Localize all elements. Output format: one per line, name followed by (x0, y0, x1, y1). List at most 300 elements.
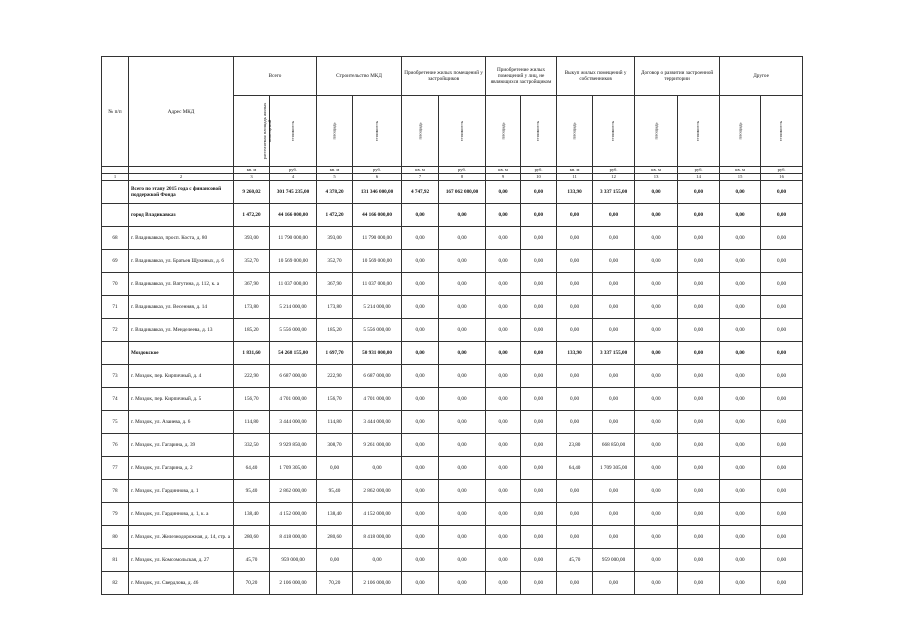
row-value: 6 687 000,00 (270, 365, 317, 388)
row-value: 0,00 (439, 549, 486, 572)
table-row (102, 319, 803, 342)
row-value: 0,00 (678, 503, 720, 526)
row-value: 0,00 (635, 365, 678, 388)
row-number: 70 (102, 273, 129, 296)
row-value: 0,00 (635, 273, 678, 296)
row-value: 0,00 (635, 342, 678, 365)
row-value: 5 556 000,00 (353, 319, 402, 342)
col-number: 3 (234, 174, 270, 181)
row-value: 280,60 (317, 526, 353, 549)
row-address: г. Моздок, пер. Кирпичный, д. 4 (129, 365, 234, 388)
row-value: 0,00 (486, 319, 521, 342)
col-number: 6 (353, 174, 402, 181)
header-sub-cost: стоимость (678, 96, 720, 167)
row-value: 0,00 (720, 296, 761, 319)
row-value: 0,00 (761, 181, 803, 204)
row-value: 4 378,20 (317, 181, 353, 204)
col-number: 4 (270, 174, 317, 181)
row-value: 0,00 (486, 342, 521, 365)
row-value: 0,00 (486, 434, 521, 457)
row-value: 185,20 (234, 319, 270, 342)
row-number: 78 (102, 480, 129, 503)
row-value: 367,90 (234, 273, 270, 296)
table-row (102, 411, 803, 434)
row-value: 70,20 (317, 572, 353, 595)
row-value: 0,00 (593, 411, 635, 434)
row-value: 1 709 305,00 (270, 457, 317, 480)
row-value: 0,00 (635, 250, 678, 273)
row-value: 0,00 (720, 227, 761, 250)
row-value: 0,00 (557, 411, 593, 434)
row-address: г. Моздок, ул. Комсомольская, д. 27 (129, 549, 234, 572)
col-number: 12 (593, 174, 635, 181)
row-value: 0,00 (402, 227, 439, 250)
row-value: 0,00 (521, 526, 557, 549)
row-value: 0,00 (635, 411, 678, 434)
row-value: 0,00 (678, 342, 720, 365)
row-value: 0,00 (557, 503, 593, 526)
row-value: 2 862 000,00 (353, 480, 402, 503)
row-value: 0,00 (720, 388, 761, 411)
row-value: 0,00 (439, 296, 486, 319)
row-value: 4 701 000,00 (353, 388, 402, 411)
row-value: 0,00 (486, 503, 521, 526)
row-value: 332,50 (234, 434, 270, 457)
row-value: 0,00 (439, 250, 486, 273)
row-value: 0,00 (402, 342, 439, 365)
row-value: 1 709 305,00 (593, 457, 635, 480)
row-value: 0,00 (439, 227, 486, 250)
row-value: 6 687 000,00 (353, 365, 402, 388)
row-address: г. Моздок, пер. Кирпичный, д. 5 (129, 388, 234, 411)
row-value: 0,00 (557, 319, 593, 342)
row-value: 9 929 850,00 (270, 434, 317, 457)
row-value: 0,00 (439, 388, 486, 411)
row-value: 0,00 (402, 457, 439, 480)
row-value: 0,00 (557, 388, 593, 411)
row-value: 3 444 000,00 (270, 411, 317, 434)
unit-cell: руб. (270, 167, 317, 174)
row-value: 0,00 (593, 319, 635, 342)
row-value: 0,00 (521, 319, 557, 342)
row-value: 0,00 (402, 204, 439, 227)
row-value: 0,00 (402, 273, 439, 296)
unit-cell: руб. (678, 167, 720, 174)
row-value: 0,00 (720, 319, 761, 342)
header-group-development: Договор о развитии застроенной территории (635, 57, 720, 96)
row-value: 0,00 (635, 457, 678, 480)
row-value: 0,00 (439, 365, 486, 388)
row-value: 0,00 (593, 296, 635, 319)
row-value: 0,00 (678, 273, 720, 296)
row-number: 71 (102, 296, 129, 319)
row-value: 0,00 (521, 273, 557, 296)
col-number: 8 (439, 174, 486, 181)
row-value: 222,90 (317, 365, 353, 388)
row-value: 3 337 155,00 (593, 181, 635, 204)
row-value: 0,00 (720, 572, 761, 595)
row-value: 0,00 (439, 342, 486, 365)
row-address: Всего по этапу 2015 года с финансовой поддержкой Фонда (129, 181, 234, 204)
row-value: 167 062 080,00 (439, 181, 486, 204)
header-sub-area-total: расселяемая площадь жилых помещений (234, 96, 270, 167)
row-number: 81 (102, 549, 129, 572)
col-number: 14 (678, 174, 720, 181)
row-value: 0,00 (678, 572, 720, 595)
row-value: 0,00 (521, 204, 557, 227)
row-value: 0,00 (720, 273, 761, 296)
table-row (102, 181, 803, 204)
row-value: 2 106 000,00 (270, 572, 317, 595)
row-value: 0,00 (521, 365, 557, 388)
row-value: 0,00 (557, 227, 593, 250)
row-address: г. Моздок, ул. Свердлова, д. 46 (129, 572, 234, 595)
header-sub-cost: стоимость (521, 96, 557, 167)
row-value: 0,00 (593, 503, 635, 526)
row-value: 0,00 (486, 296, 521, 319)
row-value: 0,00 (521, 503, 557, 526)
row-value: 114,80 (234, 411, 270, 434)
row-number: 68 (102, 227, 129, 250)
row-value: 11 037 000,00 (353, 273, 402, 296)
row-value: 0,00 (593, 227, 635, 250)
row-value: 156,70 (317, 388, 353, 411)
row-value: 0,00 (439, 411, 486, 434)
row-value: 1 697,70 (317, 342, 353, 365)
row-number: 69 (102, 250, 129, 273)
row-value: 4 152 000,00 (270, 503, 317, 526)
row-value: 0,00 (402, 480, 439, 503)
table-row (102, 227, 803, 250)
row-value: 0,00 (678, 457, 720, 480)
header-address: Адрес МКД (129, 57, 234, 167)
header-sub-cost-total: стоимость (270, 96, 317, 167)
row-value: 0,00 (521, 388, 557, 411)
row-value: 0,00 (720, 342, 761, 365)
row-number: 80 (102, 526, 129, 549)
row-number: 77 (102, 457, 129, 480)
col-number: 13 (635, 174, 678, 181)
row-value: 0,00 (761, 434, 803, 457)
row-value: 0,00 (720, 181, 761, 204)
row-value: 0,00 (486, 181, 521, 204)
header-group-buyout: Выкуп жилых помещений у собственников (557, 57, 635, 96)
col-number: 2 (129, 174, 234, 181)
row-value: 0,00 (439, 457, 486, 480)
row-number: 76 (102, 434, 129, 457)
row-number: 79 (102, 503, 129, 526)
row-value: 0,00 (317, 457, 353, 480)
row-value: 0,00 (635, 549, 678, 572)
units-row (102, 167, 803, 174)
row-value: 0,00 (720, 526, 761, 549)
row-value: 3 444 000,00 (353, 411, 402, 434)
table-row (102, 503, 803, 526)
row-value: 0,00 (761, 227, 803, 250)
table-row (102, 296, 803, 319)
row-value: 0,00 (557, 273, 593, 296)
unit-cell: кв. м (234, 167, 270, 174)
row-address: г. Владикавказ, ул. Братьев Щукиных, д. 6 (129, 250, 234, 273)
row-value: 0,00 (486, 227, 521, 250)
row-value: 0,00 (761, 204, 803, 227)
row-value: 0,00 (761, 342, 803, 365)
table-row (102, 273, 803, 296)
row-value: 64,40 (234, 457, 270, 480)
row-value: 0,00 (486, 250, 521, 273)
header-sub-cost: стоимость (353, 96, 402, 167)
row-value: 133,90 (557, 181, 593, 204)
row-value: 0,00 (761, 388, 803, 411)
row-value: 0,00 (486, 204, 521, 227)
row-value: 0,00 (678, 480, 720, 503)
unit-cell: руб. (521, 167, 557, 174)
row-value: 11 037 000,00 (270, 273, 317, 296)
row-address: город Владикавказ (129, 204, 234, 227)
row-value: 0,00 (439, 319, 486, 342)
row-address: г. Моздок, ул. Гардиннова, д. 1, к. а (129, 503, 234, 526)
row-value: 0,00 (557, 250, 593, 273)
row-number (102, 181, 129, 204)
table-row (102, 388, 803, 411)
row-value: 0,00 (678, 181, 720, 204)
row-value: 4 701 000,00 (270, 388, 317, 411)
unit-cell: кв. м (720, 167, 761, 174)
row-value: 0,00 (678, 434, 720, 457)
row-value: 173,80 (317, 296, 353, 319)
row-value: 0,00 (402, 549, 439, 572)
row-value: 0,00 (593, 388, 635, 411)
row-value: 0,00 (439, 434, 486, 457)
unit-cell: кв. м (635, 167, 678, 174)
unit-cell: руб. (439, 167, 486, 174)
row-value: 367,90 (317, 273, 353, 296)
column-numbers-row (102, 174, 803, 181)
row-value: 0,00 (402, 250, 439, 273)
table-row (102, 204, 803, 227)
row-value: 0,00 (761, 572, 803, 595)
row-value: 138,40 (317, 503, 353, 526)
row-value: 0,00 (761, 273, 803, 296)
row-value: 0,00 (678, 388, 720, 411)
row-value: 45,70 (557, 549, 593, 572)
row-value: 0,00 (635, 572, 678, 595)
table-row (102, 342, 803, 365)
row-value: 114,80 (317, 411, 353, 434)
row-number: 82 (102, 572, 129, 595)
row-value: 54 268 155,00 (270, 342, 317, 365)
row-value: 0,00 (635, 434, 678, 457)
row-value: 0,00 (761, 526, 803, 549)
row-value: 393,00 (317, 227, 353, 250)
row-address: г. Моздок, ул. Гагарина, д. 2 (129, 457, 234, 480)
row-address: г. Моздок, ул. Азаиева, д. 6 (129, 411, 234, 434)
row-value: 0,00 (678, 250, 720, 273)
row-value: 64,40 (557, 457, 593, 480)
table-row (102, 549, 803, 572)
row-value: 0,00 (521, 457, 557, 480)
row-value: 0,00 (720, 434, 761, 457)
header-sub-cost: стоимость (593, 96, 635, 167)
row-value: 0,00 (557, 204, 593, 227)
row-number: 73 (102, 365, 129, 388)
header-sub-cost: стоимость (761, 96, 803, 167)
row-value: 95,40 (317, 480, 353, 503)
table-row (102, 526, 803, 549)
row-value: 668 850,00 (593, 434, 635, 457)
row-value: 0,00 (761, 457, 803, 480)
row-value: 0,00 (720, 365, 761, 388)
row-value: 0,00 (678, 204, 720, 227)
row-value: 11 790 000,00 (353, 227, 402, 250)
row-value: 0,00 (720, 411, 761, 434)
row-value: 0,00 (439, 503, 486, 526)
unit-cell: кв. м (486, 167, 521, 174)
row-value: 0,00 (635, 480, 678, 503)
row-value: 185,20 (317, 319, 353, 342)
row-value: 8 418 000,00 (270, 526, 317, 549)
unit-cell: кв. м (317, 167, 353, 174)
row-value: 23,80 (557, 434, 593, 457)
unit-cell: руб. (353, 167, 402, 174)
row-value: 0,00 (635, 319, 678, 342)
row-value: 0,00 (402, 526, 439, 549)
row-value: 0,00 (486, 480, 521, 503)
row-value: 0,00 (486, 457, 521, 480)
row-value: 0,00 (635, 181, 678, 204)
row-value: 0,00 (720, 457, 761, 480)
row-value: 9 261 000,00 (353, 434, 402, 457)
table-row (102, 480, 803, 503)
row-value: 0,00 (402, 296, 439, 319)
row-value: 138,40 (234, 503, 270, 526)
row-value: 0,00 (635, 204, 678, 227)
row-value: 0,00 (486, 273, 521, 296)
row-value: 8 418 000,00 (353, 526, 402, 549)
row-value: 280,60 (234, 526, 270, 549)
header-group-developer: Приобретение жилых помещений у застройщиков (402, 57, 486, 96)
row-value: 1 472,20 (234, 204, 270, 227)
row-value: 0,00 (678, 526, 720, 549)
header-group-total: Всего (234, 57, 317, 96)
row-value: 0,00 (761, 319, 803, 342)
row-value: 0,00 (678, 365, 720, 388)
col-number: 15 (720, 174, 761, 181)
row-value: 0,00 (521, 250, 557, 273)
resettlement-table (101, 56, 803, 595)
table-row (102, 434, 803, 457)
row-value: 1 472,20 (317, 204, 353, 227)
row-value: 301 745 235,00 (270, 181, 317, 204)
header-sub-area: площадь (557, 96, 593, 167)
row-value: 0,00 (521, 480, 557, 503)
row-address: г. Моздок, ул. Железнодорожная, д. 14, стр. а (129, 526, 234, 549)
header-sub-area: площадь (635, 96, 678, 167)
row-value: 0,00 (720, 549, 761, 572)
row-value: 70,20 (234, 572, 270, 595)
row-value: 173,80 (234, 296, 270, 319)
row-number (102, 342, 129, 365)
row-value: 0,00 (521, 181, 557, 204)
col-number: 16 (761, 174, 803, 181)
unit-cell: руб. (593, 167, 635, 174)
row-value: 156,70 (234, 388, 270, 411)
row-value: 0,00 (557, 480, 593, 503)
row-value: 0,00 (593, 572, 635, 595)
row-value: 0,00 (720, 204, 761, 227)
row-value: 0,00 (593, 480, 635, 503)
header-sub-area: площадь (317, 96, 353, 167)
col-number: 11 (557, 174, 593, 181)
row-value: 352,70 (234, 250, 270, 273)
row-value: 0,00 (720, 480, 761, 503)
row-value: 2 106 000,00 (353, 572, 402, 595)
row-value: 0,00 (521, 572, 557, 595)
row-value: 0,00 (678, 319, 720, 342)
row-number: 75 (102, 411, 129, 434)
row-value: 0,00 (678, 227, 720, 250)
row-value: 3 337 155,00 (593, 342, 635, 365)
unit-cell: кв. м (557, 167, 593, 174)
row-value: 1 831,60 (234, 342, 270, 365)
row-value: 0,00 (439, 273, 486, 296)
row-value: 0,00 (761, 250, 803, 273)
row-value: 11 790 000,00 (270, 227, 317, 250)
row-value: 0,00 (439, 480, 486, 503)
row-value: 959 000,00 (593, 549, 635, 572)
row-value: 9 260,02 (234, 181, 270, 204)
row-value: 0,00 (402, 434, 439, 457)
row-value: 0,00 (402, 319, 439, 342)
row-value: 5 556 000,00 (270, 319, 317, 342)
header-group-other: Другое (720, 57, 803, 96)
row-value: 0,00 (761, 549, 803, 572)
row-address: г. Владикавказ, ул. Весенняя, д. 14 (129, 296, 234, 319)
table-row (102, 365, 803, 388)
header-no: № п/п (102, 57, 129, 167)
row-value: 0,00 (402, 411, 439, 434)
row-value: 0,00 (557, 572, 593, 595)
row-value: 131 346 000,00 (353, 181, 402, 204)
table-row (102, 250, 803, 273)
row-number: 74 (102, 388, 129, 411)
row-number (102, 204, 129, 227)
row-value: 0,00 (761, 296, 803, 319)
row-value: 0,00 (761, 480, 803, 503)
unit-cell: кв. м (402, 167, 439, 174)
col-number: 9 (486, 174, 521, 181)
row-value: 0,00 (635, 227, 678, 250)
row-value: 45,70 (234, 549, 270, 572)
row-value: 0,00 (761, 365, 803, 388)
header-group-non-developer: Приобретение жилых помещений у лиц, не являющихся застройщиком (486, 57, 557, 96)
row-value: 10 569 000,00 (353, 250, 402, 273)
row-value: 352,70 (317, 250, 353, 273)
row-value: 0,00 (593, 526, 635, 549)
row-value: 0,00 (720, 503, 761, 526)
row-value: 0,00 (402, 503, 439, 526)
row-address: Моздокское (129, 342, 234, 365)
row-value: 0,00 (486, 526, 521, 549)
header-sub-area: площадь (486, 96, 521, 167)
row-value: 0,00 (486, 365, 521, 388)
row-value: 0,00 (761, 411, 803, 434)
row-number: 72 (102, 319, 129, 342)
row-value: 0,00 (439, 526, 486, 549)
row-value: 0,00 (486, 411, 521, 434)
table-row (102, 457, 803, 480)
row-value: 0,00 (678, 296, 720, 319)
